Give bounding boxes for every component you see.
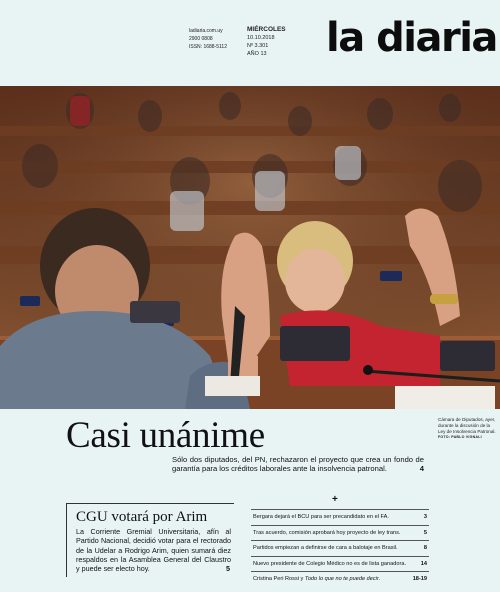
lead-deck-text: Sólo dos diputados, del PN, rechazaron el proyecto que crea un fondo de garantía para los créditos laborales ante la insolvencia patronal.	[172, 455, 424, 474]
story-index	[251, 509, 429, 587]
issue-number: Nº 3.301	[247, 43, 269, 49]
index-item-page: 3	[423, 514, 427, 520]
index-item[interactable]	[251, 509, 429, 525]
lead-headline[interactable]: Casi unánime	[66, 415, 265, 456]
plus-icon: +	[332, 494, 338, 505]
issn: ISSN: 1688-5112	[189, 44, 227, 50]
secondary-story-box	[66, 503, 234, 577]
index-item-text: Bergara dejará el BCU para ser precandidato en el FA.	[253, 514, 389, 520]
index-item-text-italic: Todo lo que no te puede decir	[304, 576, 379, 583]
index-item[interactable]	[251, 540, 429, 556]
index-item-page: 14	[420, 560, 427, 567]
lead-deck	[172, 455, 424, 473]
secondary-story-body: La Corriente Gremial Universitaria, afín al Partido Nacional, decidió votar para el rectorado de la Udelar a Rodrigo Arim, quien sumará diez respaldos en la Asamblea General del Claustro y puede ser electo hoy.	[76, 527, 231, 574]
masthead	[0, 0, 500, 86]
masthead-issue	[247, 26, 286, 58]
secondary-story-title[interactable]: CGU votará por Arim	[76, 509, 208, 525]
index-item-page: 8	[423, 545, 427, 552]
lead-page-number: 4	[419, 464, 424, 474]
index-item-text: Nuevo presidente de Colegio Médico no es de lista ganadora.	[253, 560, 406, 567]
photo-credit: FOTO: PABLO VIGNALI	[438, 435, 482, 440]
index-item-text: Tras acuerdo, comisión aprobará hoy proyecto de ley trans.	[253, 529, 401, 536]
index-item[interactable]	[251, 571, 429, 587]
masthead-contact	[189, 27, 227, 51]
index-item[interactable]	[251, 525, 429, 541]
index-item-text: Partidos empiezan a definirse de cara a balotaje en Brasil.	[253, 545, 398, 552]
lead-photo	[0, 86, 500, 409]
weekday: MIÉRCOLES	[247, 26, 286, 33]
index-item-page: 5	[423, 529, 427, 536]
secondary-story-page: 5	[226, 564, 230, 573]
index-item-text-pre: Cristina Peri Rossi y	[253, 576, 305, 583]
website[interactable]: ladiaria.com.uy	[189, 28, 223, 34]
index-item[interactable]	[251, 556, 429, 572]
phone: 2900 0808	[189, 36, 213, 42]
parliament-chamber-illustration	[0, 86, 500, 409]
photo-caption-text: Cámara de Diputados, ayer, durante la discusión de la Ley de Insolvencia Patronal.	[438, 417, 496, 434]
index-item-text-post: .	[378, 576, 381, 583]
index-item-page: 18-19	[412, 576, 427, 583]
issue-year: AÑO 13	[247, 51, 267, 57]
issue-date: 10.10.2018	[247, 35, 275, 41]
photo-caption	[438, 417, 496, 441]
newspaper-logo: la diaria	[326, 15, 497, 61]
